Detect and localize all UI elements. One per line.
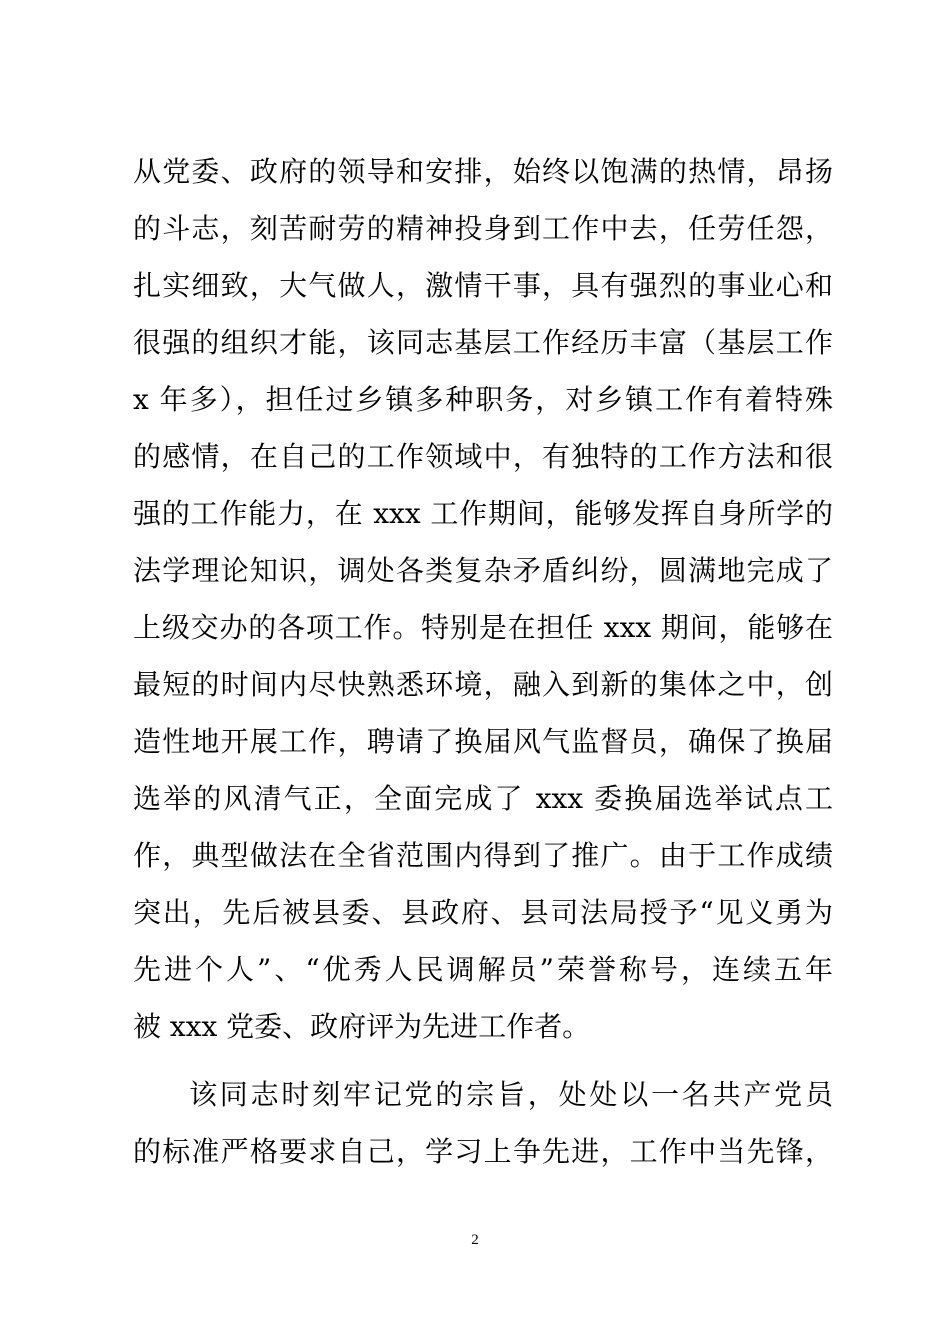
text-line: 该同志时刻牢记党的宗旨，处处以一名共产党员 [189, 1078, 833, 1111]
paragraph-gap [133, 1055, 833, 1066]
paragraph-2 [133, 1066, 833, 1180]
text-line: 的感情，在自己的工作领域中，有独特的工作方法和很 [133, 440, 833, 473]
text-line: 从党委、政府的领导和安排，始终以饱满的热情，昂扬 [133, 155, 833, 188]
text-line: 突出，先后被县委、县政府、县司法局授予“见义勇为 [133, 896, 833, 929]
text-line: 很强的组织才能，该同志基层工作经历丰富（基层工作 [133, 326, 833, 359]
body-text [133, 143, 833, 1180]
text-line: 最短的时间内尽快熟悉环境，融入到新的集体之中，创 [133, 668, 833, 701]
text-line: 选举的风清气正，全面完成了 xxx 委换届选举试点工 [133, 782, 833, 815]
text-line: 造性地开展工作，聘请了换届风气监督员，确保了换届 [133, 725, 833, 758]
text-line: 被 xxx 党委、政府评为先进工作者。 [133, 1010, 591, 1043]
page-number: 2 [471, 1232, 479, 1248]
text-line: x 年多），担任过乡镇多种职务，对乡镇工作有着特殊 [133, 383, 833, 416]
text-line: 强的工作能力，在 xxx 工作期间，能够发挥自身所学的 [133, 497, 833, 530]
text-line: 上级交办的各项工作。特别是在担任 xxx 期间，能够在 [133, 611, 833, 644]
text-line: 法学理论知识，调处各类复杂矛盾纠纷，圆满地完成了 [133, 554, 833, 587]
text-line: 的标准严格要求自己，学习上争先进，工作中当先锋， [133, 1135, 833, 1168]
paragraph-1 [133, 143, 833, 1055]
text-line: 先进个人”、“优秀人民调解员”荣誉称号，连续五年 [133, 953, 833, 986]
text-line: 作，典型做法在全省范围内得到了推广。由于工作成绩 [133, 839, 833, 872]
text-line: 的斗志，刻苦耐劳的精神投身到工作中去，任劳任怨， [133, 212, 833, 245]
text-line: 扎实细致，大气做人，激情干事，具有强烈的事业心和 [133, 269, 833, 302]
